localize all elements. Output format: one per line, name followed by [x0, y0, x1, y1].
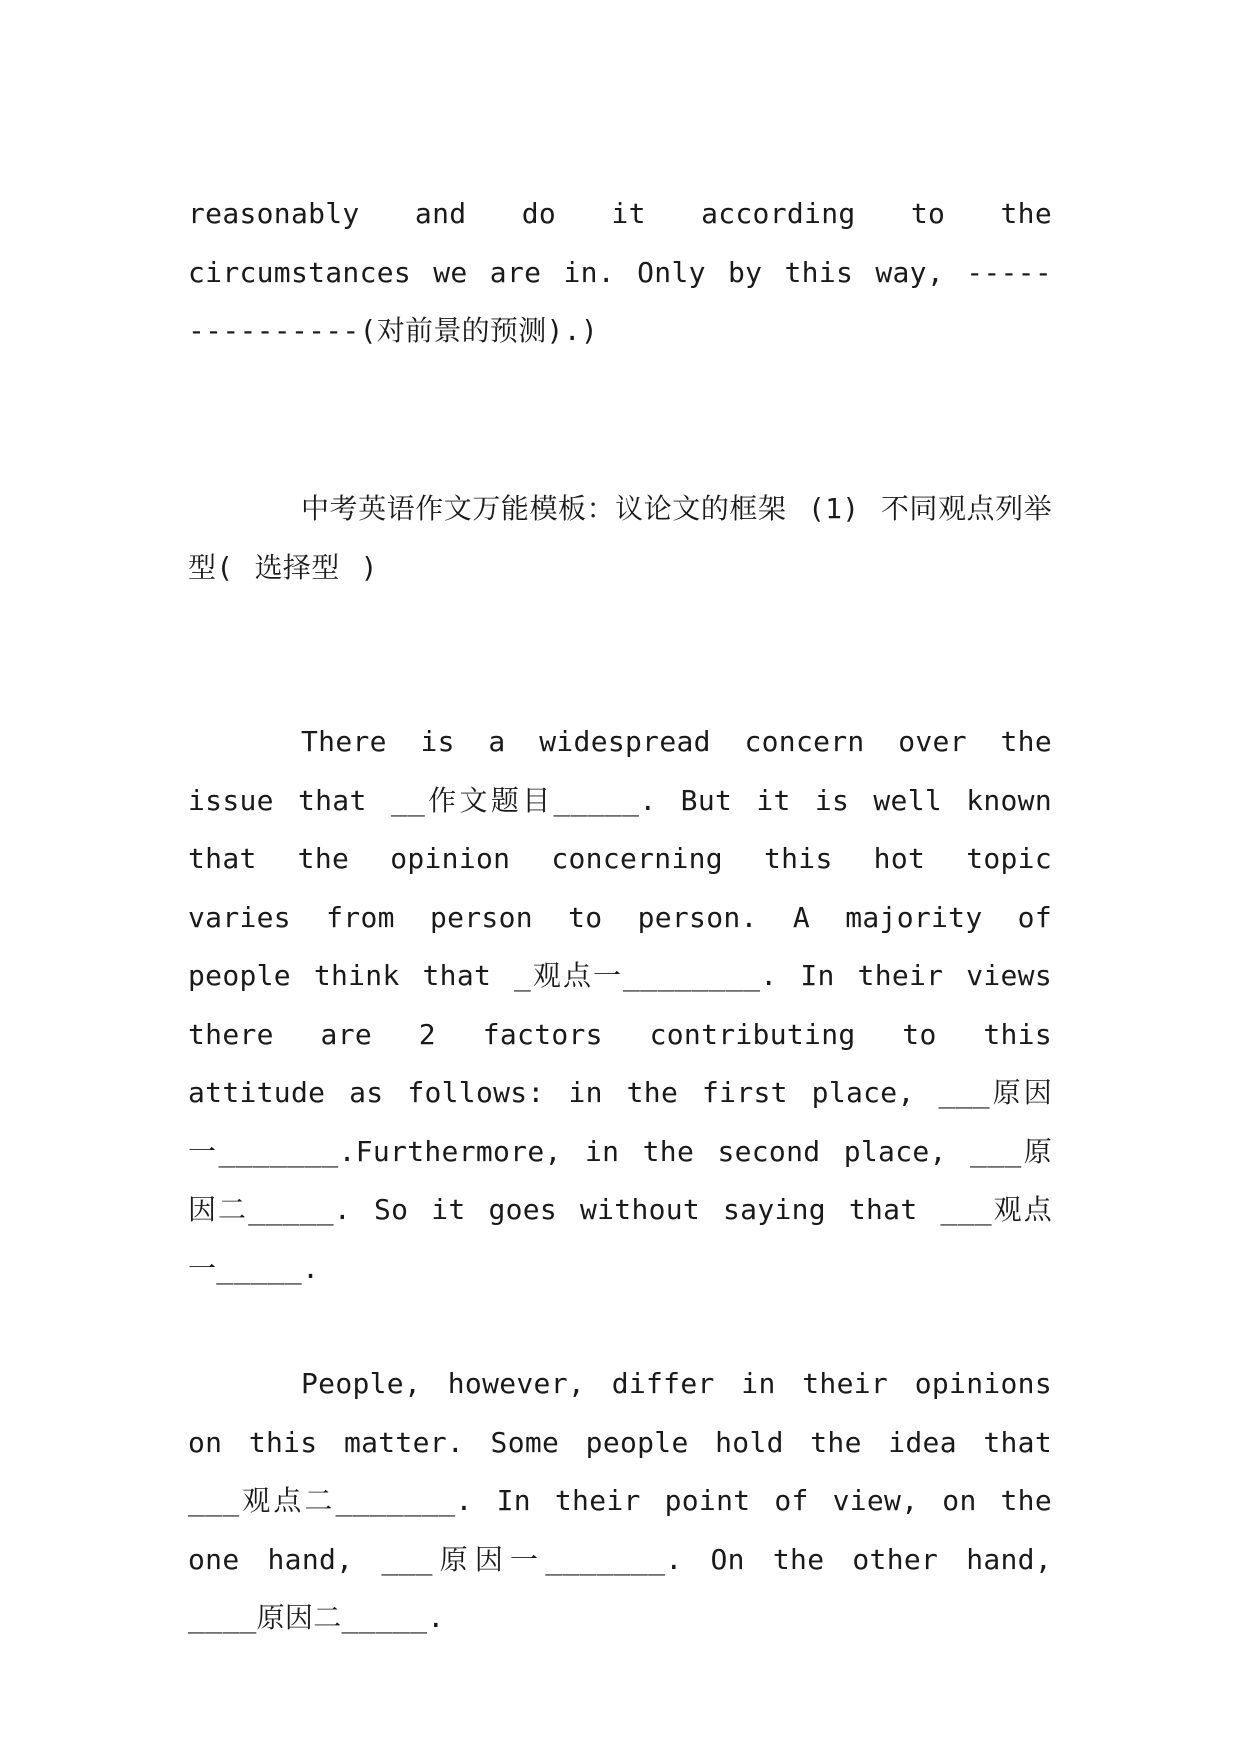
paragraph-conclusion-fragment: reasonably and do it according to the circumstances we are in. Only by this way, ---------------(对前景的预测).) [188, 197, 1052, 347]
paragraph-opinion-one: There is a widespread concern over the issue that __作文题目_____. But it is well known that the opinion concerning this hot topic varies from person to person. A majority of people think that _观点一________. In their views there are 2 factors contributing to this attitude as follows: in the first place, ___原因一_______.Furthermore, in the second place, ___原因二_____. So it goes without saying that ___观点一_____. [188, 725, 1052, 1285]
paragraph-opinion-two: People, however, differ in their opinions on this matter. Some people hold the idea that ___观点二_______. In their point of view, on the one hand, ___原因一_______. On the other hand, ____原因二_____. [188, 1367, 1052, 1634]
section-heading: 中考英语作文万能模板：议论文的框架 (1) 不同观点列举型( 选择型 ) [188, 492, 1052, 584]
